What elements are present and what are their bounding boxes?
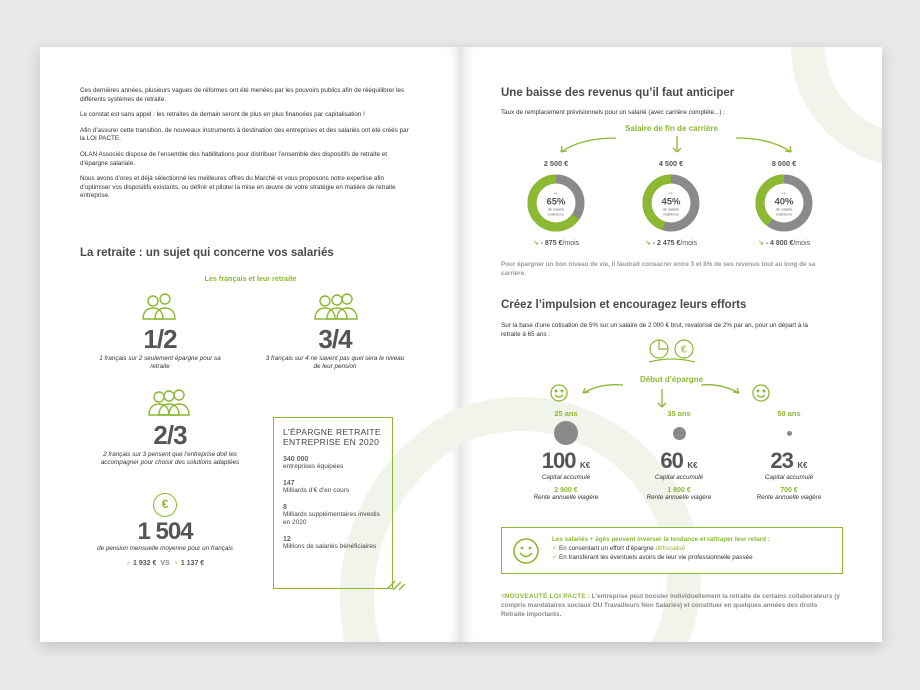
salary-value: 4 500 € [658,159,684,168]
donut-label [772,190,796,217]
intro-paragraph: Le constat est sans appel : les retraites de demain seront de plus en plus financées par capitalisation ! [80,111,365,119]
capital-row [629,448,729,474]
rente-label: Rente annuelle viagère [646,494,712,501]
intro-paragraph: OLAN Associés dispose de l’ensemble des habilitations pour distribuer l’ensemble des dispositifs de retraite et d’épargne salariale. [80,150,387,167]
section-title: La retraite : un sujet qui concerne vos salariés [80,247,334,259]
intro-paragraph: Afin d’assurer cette transition, de nouveaux instruments à destination des entreprises et des salariés ont été créés par la LOI PACTE. [80,126,409,143]
loss-unit: /mois [793,240,811,247]
pct-sub: de salaire maintenu [662,207,680,216]
section-title: Créez l’impulsion et encouragez leurs efforts [501,299,747,311]
smiley-icon [512,537,540,565]
age-column [516,409,616,502]
catchup-item [552,553,837,562]
male-pension: 1 932 € [133,560,157,567]
rente-label: Rente annuelle viagère [533,494,599,501]
loss-row [744,239,824,247]
box-number: 8 [283,504,287,511]
loss-value: - 2 475 € [652,240,681,247]
pacte-label: NOUVEAUTÉ LOI PACTE [504,593,586,600]
pct-prefix: +/- [781,190,787,196]
pct-prefix: +/- [668,190,674,196]
salary-value: 8 000 € [771,159,797,168]
pct-value: 65% [546,196,566,208]
donut-chart [641,173,701,233]
capital-label: Capital accumulé [764,474,814,481]
box-label: Milliards d’€ d’en cours [283,487,350,494]
svg-text:€: € [680,344,688,356]
intro-text [80,87,415,208]
people-icon [145,387,195,417]
intro-paragraph: Nous avons d’ores et déjà sélectionné les meilleures offres du Marché et vous proposons notre expertise afin d’optimiser vos dispositifs existants, ou définir et piloter la mise en œuvre de votre stratégie en matière de retraite entreprise. [80,175,396,200]
salary-value: 2 500 € [543,159,569,168]
stat-block [95,387,245,467]
donut-label [659,190,683,217]
check-icon: ✓ [552,545,558,552]
stat-value: 2/3 [153,420,187,450]
stat-block [265,291,405,371]
rente-value: 1 800 € [667,487,691,494]
capital-value: 23 [770,448,793,473]
box-number: 147 [283,480,295,487]
donut-column [744,159,824,247]
donut-chart [526,173,586,233]
stat-caption: 2 français sur 3 pensent que l’entreprise doit les accompagner pour choisir des solutions adaptées [100,451,240,466]
brochure-spread [40,47,882,642]
pension-value: 1 504 [137,518,193,545]
down-arrow-icon: ↘ [644,240,651,247]
donut-column [516,159,596,247]
box-label: entreprises équipées [283,463,344,470]
capital-value: 100 [541,448,576,473]
subtitle: Les français et leur retraite [204,274,297,283]
pacte-note [501,592,843,620]
intro-text: Taux de remplacement prévisionnels pour un salarié (avec carrière complète...) : [501,109,725,116]
age-label: 35 ans [667,409,691,418]
loss-row [516,239,596,247]
stat-caption: 1 français sur 2 seulement épargne pour sa retraite [99,355,221,370]
catchup-box [501,527,843,574]
stat-caption: 3 français sur 4 ne savent pas quel sera le niveau de leur pension [265,355,405,370]
age-column [739,409,839,502]
box-number: 12 [283,536,291,543]
people-icon [305,291,365,321]
catchup-item [552,544,837,553]
start-label: Début d’épargne [639,375,704,384]
box-label: Milliards supplémentaires investis en 2020 [283,511,380,526]
euro-icon: € [153,493,177,517]
stat-block [95,291,225,371]
catchup-item-text: En consentant un effort d’épargne [559,545,656,552]
female-pension: 1 137 € [180,560,205,567]
male-icon: ♂ [125,560,132,567]
capital-dot [787,431,792,436]
female-icon: ♀ [173,560,179,567]
loss-value: - 4 800 € [765,240,794,247]
loss-unit: /mois [680,240,698,247]
box-label: Millions de salariés bénéficiaires [283,543,377,550]
pct-value: 45% [661,196,681,208]
check-icon: ✓ [552,554,558,561]
capital-label: Capital accumulé [654,474,704,481]
vs-label: VS [160,560,170,567]
pct-value: 40% [774,196,794,208]
donut-column [631,159,711,247]
lines-icon: ≡ [501,593,505,600]
rente-label: Rente annuelle viagère [756,494,822,501]
savings-icon [647,338,697,364]
decor-lines-icon [385,575,407,591]
capital-dot [673,427,686,440]
capital-unit: K€ [797,461,808,470]
catchup-title: Les salariés + âgés peuvent inverser la tendance et rattraper leur retard : [552,536,770,543]
donut-chart [754,173,814,233]
catchup-item-text: En transférant les éventuels avoirs de leur vie professionnelle passée [559,554,753,561]
rente-value: 2 900 € [554,487,578,494]
loss-value: - 875 € [540,240,563,247]
capital-unit: K€ [687,461,698,470]
intro-paragraph: Ces dernières années, plusieurs vagues de réformes ont été menées par les pouvoirs publics afin de rééquilibrer les différents systèmes de retraite. [80,87,405,103]
epargne-box [273,417,393,589]
stat-value: 1/2 [143,324,177,354]
rente-value: 700 € [780,487,798,494]
capital-row [739,448,839,474]
age-label: 50 ans [777,409,801,418]
catchup-item-highlight: défiscalisé [655,545,685,552]
left-page [40,47,461,642]
capital-unit: K€ [579,461,591,470]
intro-text: Sur la base d’une cotisation de 5% sur un salaire de 2 000 € brut, revalorisé de 2% par an, pour un départ à la retraite à 65 ans : [501,322,808,338]
down-arrow-icon: ↘ [757,240,764,247]
age-column [629,409,729,502]
gender-comparison [90,560,240,567]
loss-unit: /mois [562,240,580,247]
pacte-text: : L’entreprise peut booster individuellement la retraite de certains collaborateurs (y compris mandataires sociaux OU Travailleurs Non Salariés) et constituer en quelques années des droits Retraite importants. [501,593,840,619]
people-icon [135,291,185,321]
down-arrow-icon: ↘ [532,240,539,247]
box-number: 340 000 [283,456,309,463]
right-page [461,47,882,642]
pct-sub: de salaire maintenu [775,207,793,216]
arrows-icon [541,132,811,158]
capital-label: Capital accumulé [541,474,591,481]
pension-caption: de pension mensuelle moyenne pour un français [97,545,233,552]
section-title: Une baisse des revenus qu’il faut anticiper [501,87,735,99]
capital-row [516,448,616,474]
salary-label: Salaire de fin de carrière [625,124,718,133]
catchup-content [552,535,837,562]
capital-value: 60 [660,448,683,473]
stat-value: 3/4 [318,324,352,354]
box-title: L’ÉPARGNE RETRAITE ENTREPRISE EN 2020 [283,427,381,447]
note-text: Pour épargner un bon niveau de vie, il faudrait consacrer entre 3 et 8% de ses revenus tout au long de sa carrière. [501,261,816,277]
pension-block [90,493,240,567]
loss-row [631,239,711,247]
pct-prefix: +/- [553,190,559,196]
donut-label [544,190,568,217]
capital-dot [554,421,578,445]
pct-sub: de salaire maintenu [547,207,565,216]
age-label: 25 ans [554,409,578,418]
